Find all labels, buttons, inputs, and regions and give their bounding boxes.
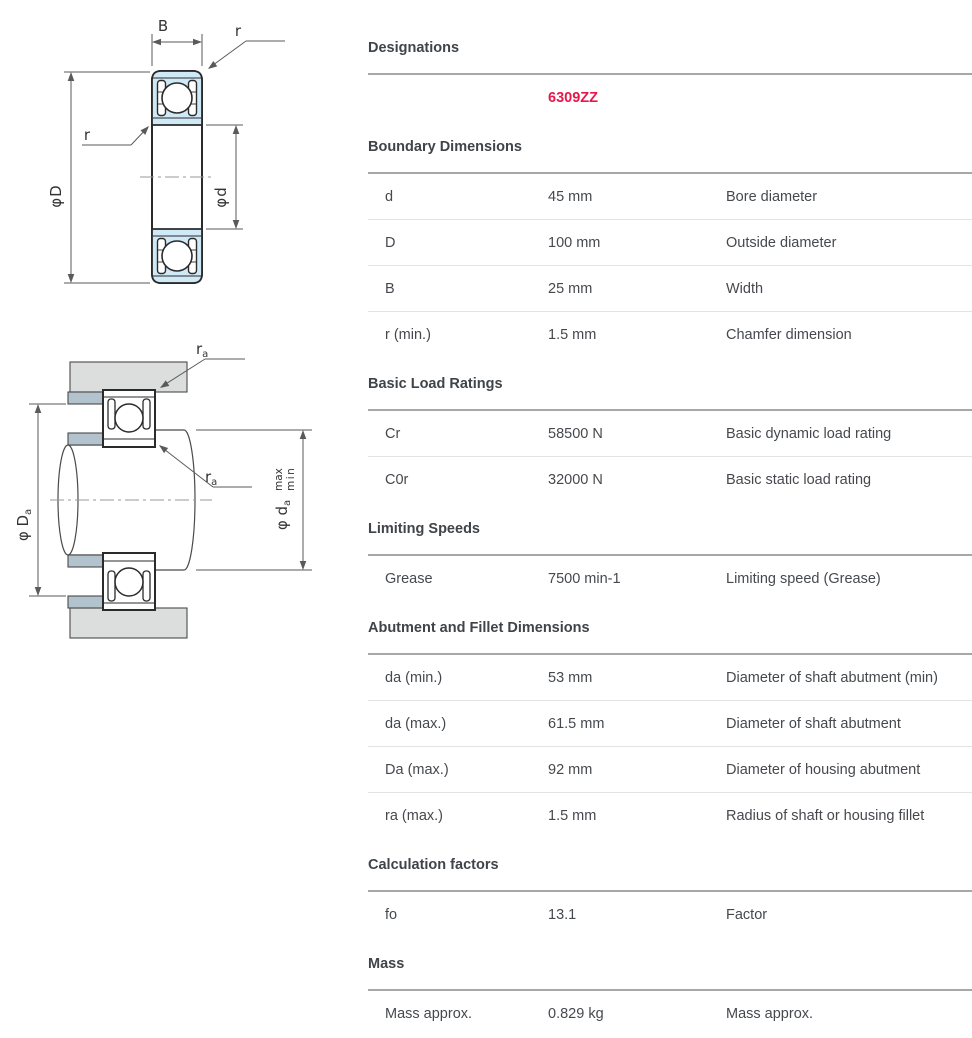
row-description: Outside diameter <box>726 235 837 251</box>
section-rows <box>368 554 972 601</box>
dim-label-fillet-top: $r_a$ <box>196 340 209 360</box>
spec-row <box>368 991 972 1036</box>
row-description: Factor <box>726 907 768 923</box>
row-description: Diameter of housing abutment <box>726 762 921 778</box>
spec-section <box>368 41 972 120</box>
section-title: Limiting Speeds <box>368 521 480 537</box>
dim-label-outer-diameter: φD <box>47 184 65 208</box>
row-value: 61.5 mm <box>548 716 605 732</box>
spec-row <box>368 892 972 937</box>
designation-value: 6309ZZ <box>548 90 598 106</box>
housing-shoulder-bottom <box>68 596 103 608</box>
row-value: 32000 N <box>548 472 603 488</box>
row-description: Diameter of shaft abutment <box>726 716 901 732</box>
spec-row <box>368 219 972 265</box>
section-title: Mass <box>368 956 405 972</box>
row-label: d <box>385 189 394 205</box>
housing-bottom <box>70 608 187 638</box>
dim-label-max: max <box>273 468 285 491</box>
bearing-cross-section-diagram <box>0 0 340 330</box>
row-label: fo <box>385 907 398 923</box>
row-value: 1.5 mm <box>548 808 597 824</box>
spec-row <box>368 174 972 219</box>
dim-label-fillet-mid: $r_a$ <box>205 468 218 488</box>
row-label: da (min.) <box>385 670 443 686</box>
row-value: 13.1 <box>548 907 577 923</box>
ball-top <box>162 83 192 113</box>
ball-bottom <box>115 568 143 596</box>
spec-row <box>368 655 972 700</box>
row-value: 53 mm <box>548 670 593 686</box>
dim-label-housing-abutment: φ $D_a$ <box>14 508 34 542</box>
housing-top <box>70 362 187 392</box>
dim-label-shaft-abutment: φ $d_a$ <box>273 499 293 531</box>
row-value: 7500 min-1 <box>548 571 621 587</box>
row-value: 100 mm <box>548 235 601 251</box>
row-label: B <box>385 281 395 297</box>
shaft-shoulder-bottom <box>68 555 103 567</box>
row-label: D <box>385 235 396 251</box>
section-title: Basic Load Ratings <box>368 376 503 392</box>
spec-section <box>368 858 972 937</box>
shaft-shoulder-top <box>68 433 103 445</box>
row-description: Chamfer dimension <box>726 327 852 343</box>
row-label: Mass approx. <box>385 1006 473 1022</box>
row-label: C0r <box>385 472 409 488</box>
section-title: Calculation factors <box>368 857 499 873</box>
row-label: ra (max.) <box>385 808 443 824</box>
row-description: Diameter of shaft abutment (min) <box>726 670 938 686</box>
spec-row <box>368 265 972 311</box>
spec-row <box>368 75 972 120</box>
section-rows <box>368 989 972 1036</box>
ball-top <box>115 404 143 432</box>
spec-section <box>368 621 972 838</box>
row-description: Radius of shaft or housing fillet <box>726 808 925 824</box>
spec-row <box>368 700 972 746</box>
dim-label-min: min <box>285 466 297 491</box>
row-label: r (min.) <box>385 327 431 343</box>
section-title: Abutment and Fillet Dimensions <box>368 620 590 636</box>
section-title: Boundary Dimensions <box>368 139 522 155</box>
row-label: Cr <box>385 426 401 442</box>
row-value: 92 mm <box>548 762 593 778</box>
spec-section <box>368 522 972 601</box>
dim-label-chamfer-top: r <box>234 22 242 40</box>
spec-sections <box>368 0 972 1036</box>
section-rows <box>368 172 972 357</box>
section-rows <box>368 890 972 937</box>
spec-row <box>368 411 972 456</box>
spec-row <box>368 746 972 792</box>
row-description: Width <box>726 281 764 297</box>
dim-label-bore-diameter: φd <box>212 186 230 208</box>
spec-row <box>368 456 972 502</box>
ball-bottom <box>162 241 192 271</box>
spec-row <box>368 556 972 601</box>
row-description: Basic static load rating <box>726 472 872 488</box>
row-value: 1.5 mm <box>548 327 597 343</box>
row-value: 58500 N <box>548 426 603 442</box>
dim-label-chamfer-left: r <box>83 126 91 144</box>
row-description: Basic dynamic load rating <box>726 426 892 442</box>
row-value: 25 mm <box>548 281 593 297</box>
row-label: da (max.) <box>385 716 447 732</box>
row-value: 45 mm <box>548 189 593 205</box>
row-label: Grease <box>385 571 433 587</box>
section-rows <box>368 73 972 120</box>
spec-section <box>368 140 972 357</box>
diagram-panel <box>0 0 356 1038</box>
section-title: Designations <box>368 40 460 56</box>
housing-shoulder-top <box>68 392 103 404</box>
spec-row <box>368 311 972 357</box>
spec-section <box>368 957 972 1036</box>
row-value: 0.829 kg <box>548 1006 604 1022</box>
abutment-diagram <box>0 335 340 665</box>
spec-section <box>368 377 972 502</box>
row-description: Limiting speed (Grease) <box>726 571 881 587</box>
section-rows <box>368 653 972 838</box>
row-description: Mass approx. <box>726 1006 814 1022</box>
dim-label-width: B <box>157 17 169 35</box>
section-rows <box>368 409 972 502</box>
spec-row <box>368 792 972 838</box>
row-label: Da (max.) <box>385 762 449 778</box>
row-description: Bore diameter <box>726 189 818 205</box>
